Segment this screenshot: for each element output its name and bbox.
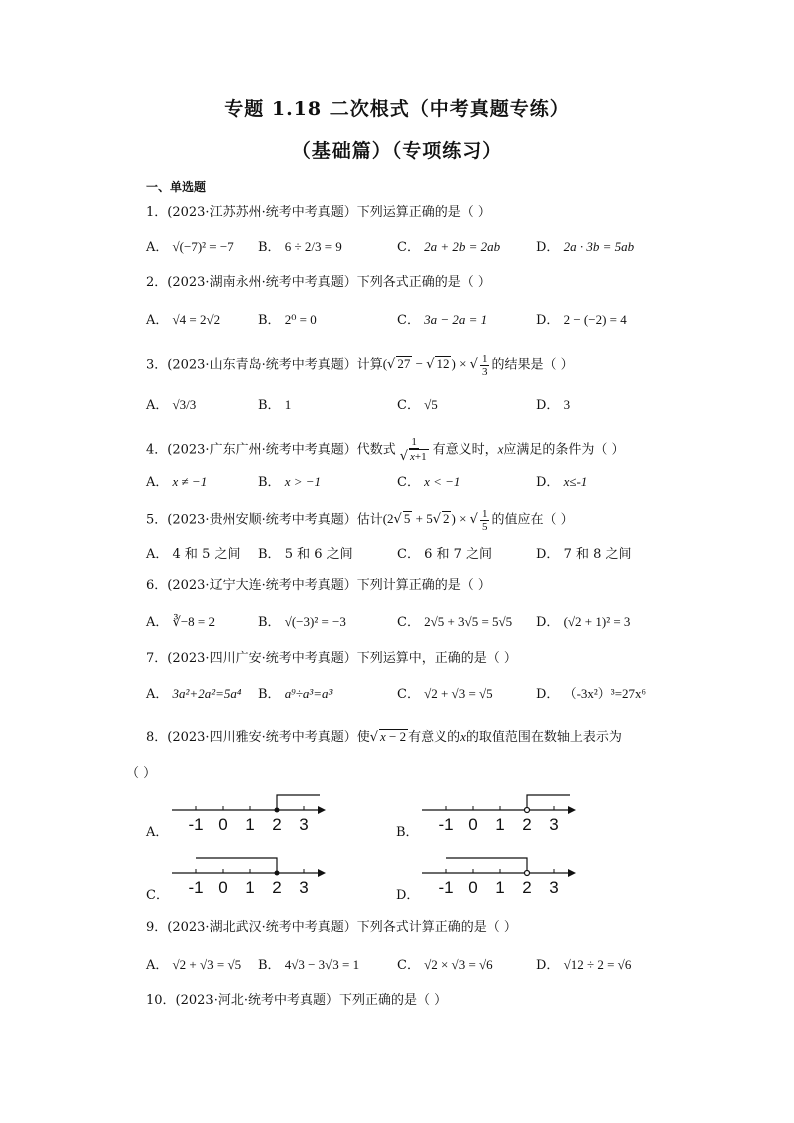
q1-option-a[interactable] bbox=[146, 238, 234, 257]
question-stem: (2023·湖北武汉·统考中考真题）下列各式计算正确的是（ ） bbox=[167, 920, 517, 935]
option-letter: D． bbox=[536, 547, 560, 562]
option-text: √2 + √3 = √5 bbox=[172, 957, 242, 972]
option-text: 2a + 2b = 2ab bbox=[424, 239, 501, 254]
option-letter: A． bbox=[146, 240, 169, 255]
q2-option-a[interactable] bbox=[146, 311, 220, 330]
option-letter: D． bbox=[536, 313, 560, 328]
operator: × bbox=[459, 356, 467, 372]
question-number: 8． bbox=[146, 730, 168, 745]
question-stem-end: 应满足的条件为（ ） bbox=[503, 442, 625, 458]
question-stem-mid: 有意义的 bbox=[408, 730, 461, 745]
question-8 bbox=[146, 728, 622, 747]
axis-tick-label: 0 bbox=[468, 878, 478, 897]
option-letter: B． bbox=[258, 398, 281, 413]
option-letter: C． bbox=[397, 547, 420, 562]
question-number: 5． bbox=[146, 512, 168, 528]
q8-option-c-numberline[interactable] bbox=[170, 853, 330, 903]
numerator: 1 bbox=[411, 436, 417, 448]
q6-option-a[interactable] bbox=[146, 613, 215, 632]
question-2 bbox=[146, 274, 491, 292]
q7-option-d[interactable] bbox=[536, 685, 646, 704]
option-text: √4 = 2√2 bbox=[172, 312, 221, 327]
expression: (2√ 5 + 5√ 2 ) × √ $\frac{1}{5}$ bbox=[382, 508, 488, 533]
option-text: x > −1 bbox=[284, 474, 322, 489]
q3-option-d[interactable] bbox=[536, 396, 570, 415]
axis-tick-label: 0 bbox=[218, 815, 228, 834]
option-text: 2√5 + 3√5 = 5√5 bbox=[424, 614, 513, 629]
q5-option-c[interactable] bbox=[397, 546, 492, 564]
question-stem: (2023·四川雅安·统考中考真题）使 bbox=[167, 730, 370, 745]
operator: − bbox=[415, 356, 423, 372]
option-text: √5 bbox=[424, 397, 438, 412]
option-text: 6 和 7 之间 bbox=[424, 547, 493, 562]
option-letter: A． bbox=[146, 313, 169, 328]
q9-option-c[interactable] bbox=[397, 956, 493, 975]
axis-tick-label: 3 bbox=[299, 815, 309, 834]
option-letter: A． bbox=[146, 958, 169, 973]
axis-tick-label: 3 bbox=[549, 878, 559, 897]
q5-option-a[interactable] bbox=[146, 546, 240, 564]
option-text: 2 − (−2) = 4 bbox=[563, 312, 627, 327]
option-text: √2 + √3 = √5 bbox=[424, 686, 493, 701]
denominator: 5 bbox=[481, 521, 488, 533]
q7-option-b[interactable] bbox=[258, 685, 332, 704]
fraction bbox=[480, 508, 490, 533]
option-letter: B． bbox=[258, 958, 281, 973]
question-stem-end: 的结果是（ ） bbox=[491, 357, 574, 373]
q4-option-b[interactable] bbox=[258, 473, 321, 492]
option-letter: D． bbox=[536, 615, 560, 630]
variable: x bbox=[460, 729, 466, 744]
q4-option-c[interactable] bbox=[397, 473, 460, 492]
question-7 bbox=[146, 650, 517, 668]
option-letter: C． bbox=[397, 398, 420, 413]
question-stem-mid: 有意义时， bbox=[432, 442, 498, 458]
question-number: 4． bbox=[146, 442, 168, 458]
question-stem: (2023·四川广安·统考中考真题）下列运算中，正确的是（ ） bbox=[167, 651, 517, 666]
axis-tick-label: 1 bbox=[245, 878, 255, 897]
option-text: 2⁰ = 0 bbox=[284, 312, 317, 327]
question-stem: (2023·河北·统考中考真题）下列正确的是（ ） bbox=[175, 993, 448, 1008]
option-letter: C． bbox=[397, 615, 420, 630]
option-letter: D． bbox=[536, 475, 560, 490]
option-text: 3 bbox=[563, 397, 571, 412]
axis-tick-label: 3 bbox=[549, 815, 559, 834]
radicand: 2 bbox=[442, 511, 450, 527]
question-number: 10． bbox=[146, 993, 176, 1008]
q8-option-a-label[interactable]: A． bbox=[146, 825, 169, 840]
question-number: 3． bbox=[146, 357, 168, 373]
option-letter: B． bbox=[258, 687, 281, 702]
question-3 bbox=[146, 353, 574, 378]
expression: √ x − 2 bbox=[369, 729, 407, 745]
q1-option-c[interactable] bbox=[397, 238, 500, 257]
q6-option-b[interactable] bbox=[258, 613, 346, 632]
option-text: 3a − 2a = 1 bbox=[424, 312, 488, 327]
axis-tick-label: 3 bbox=[299, 878, 309, 897]
operator: × bbox=[459, 511, 467, 527]
question-9 bbox=[146, 919, 517, 937]
option-text: 5 和 6 之间 bbox=[284, 547, 353, 562]
coefficient: 2 bbox=[387, 511, 394, 527]
axis-tick-label: 1 bbox=[495, 815, 505, 834]
option-letter: C． bbox=[397, 958, 420, 973]
option-text: √2 × √3 = √6 bbox=[424, 957, 493, 972]
option-text: 1 bbox=[284, 397, 292, 412]
axis-tick-label: 2 bbox=[272, 878, 282, 897]
option-letter: B． bbox=[258, 475, 281, 490]
q8-option-c-label[interactable]: C． bbox=[146, 888, 169, 903]
doc-title: 专题 1.18 二次根式（中考真题专练） bbox=[224, 98, 570, 120]
q3-option-a[interactable] bbox=[146, 396, 196, 415]
question-stem-end: 的值应在（ ） bbox=[491, 512, 574, 528]
q9-option-b[interactable] bbox=[258, 956, 359, 975]
question-stem: (2023·山东青岛·统考中考真题）计算 bbox=[167, 357, 383, 373]
q8-option-d-label[interactable]: D． bbox=[396, 888, 420, 903]
q2-option-d[interactable] bbox=[536, 311, 627, 330]
option-text: x < −1 bbox=[424, 474, 461, 489]
question-number: 9． bbox=[146, 920, 168, 935]
q6-option-c[interactable] bbox=[397, 613, 512, 632]
option-letter: A． bbox=[146, 615, 169, 630]
q8-option-a-numberline[interactable] bbox=[170, 790, 330, 840]
q7-option-a[interactable] bbox=[146, 685, 241, 704]
question-stem: (2023·贵州安顺·统考中考真题）估计 bbox=[167, 512, 383, 528]
option-text: 4 和 5 之间 bbox=[172, 547, 241, 562]
option-text: √3/3 bbox=[172, 397, 197, 412]
denominator: √ x+1 bbox=[399, 449, 427, 464]
option-letter: A． bbox=[146, 547, 169, 562]
variable: x bbox=[380, 729, 386, 744]
option-letter: B． bbox=[258, 615, 281, 630]
option-text: 2a · 3b = 5ab bbox=[563, 239, 635, 254]
constant: 1 bbox=[421, 451, 427, 463]
option-letter: D． bbox=[536, 240, 560, 255]
variable: x bbox=[410, 451, 415, 463]
question-stem: (2023·广东广州·统考中考真题）代数式 bbox=[167, 442, 396, 458]
question-8-bracket: （ ） bbox=[126, 766, 157, 781]
question-number: 2． bbox=[146, 275, 168, 290]
option-text: 6 ÷ 2/3 = 9 bbox=[284, 239, 342, 254]
q9-option-a[interactable] bbox=[146, 956, 241, 975]
option-text: √(−3)² = −3 bbox=[284, 614, 346, 629]
option-text: x≤-1 bbox=[563, 474, 588, 489]
option-letter: C． bbox=[397, 687, 420, 702]
question-stem: (2023·湖南永州·统考中考真题）下列各式正确的是（ ） bbox=[167, 275, 491, 290]
question-stem: (2023·江苏苏州·统考中考真题）下列运算正确的是（ ） bbox=[167, 205, 491, 220]
axis-tick-label: -1 bbox=[188, 878, 204, 897]
q3-option-c[interactable] bbox=[397, 396, 438, 415]
axis-tick-label: 0 bbox=[218, 878, 228, 897]
option-letter: D． bbox=[536, 398, 560, 413]
option-letter: B． bbox=[258, 547, 281, 562]
axis-tick-label: 1 bbox=[245, 815, 255, 834]
option-text: 7 和 8 之间 bbox=[563, 547, 632, 562]
question-1 bbox=[146, 204, 491, 222]
option-letter: A． bbox=[146, 398, 169, 413]
operator: − bbox=[389, 729, 397, 744]
q2-option-b[interactable] bbox=[258, 311, 317, 330]
option-text: （-3x²）³=27x⁶ bbox=[563, 686, 647, 701]
q8-option-b-label[interactable]: B． bbox=[396, 825, 419, 840]
option-text: x ≠ −1 bbox=[172, 474, 208, 489]
denominator: 3 bbox=[481, 366, 488, 378]
numerator: 1 bbox=[481, 508, 488, 520]
option-letter: A． bbox=[146, 687, 169, 702]
option-text: 3a²+2a²=5a⁴ bbox=[172, 686, 242, 701]
q4-option-a[interactable] bbox=[146, 473, 207, 492]
section-heading: 一、单选题 bbox=[146, 180, 207, 194]
option-letter: D． bbox=[536, 958, 560, 973]
numerator: 1 bbox=[481, 353, 488, 365]
option-text: √12 ÷ 2 = √6 bbox=[563, 957, 632, 972]
axis-tick-label: 1 bbox=[495, 878, 505, 897]
axis-tick-label: -1 bbox=[438, 815, 454, 834]
option-letter: C． bbox=[397, 313, 420, 328]
option-text: a⁹÷a³=a³ bbox=[284, 686, 333, 701]
question-stem: (2023·辽宁大连·统考中考真题）下列计算正确的是（ ） bbox=[167, 578, 491, 593]
fraction bbox=[480, 353, 490, 378]
coefficient: 5 bbox=[426, 511, 433, 527]
variable: x bbox=[497, 441, 504, 457]
q2-option-c[interactable] bbox=[397, 311, 487, 330]
q5-option-d[interactable] bbox=[536, 546, 632, 564]
q1-option-d[interactable] bbox=[536, 238, 634, 257]
expression: (√ 27 − √ 12 ) × √ $\frac{1}{3}$ bbox=[382, 353, 488, 378]
question-5 bbox=[146, 508, 574, 533]
radicand: 12 bbox=[436, 356, 450, 372]
option-letter: D． bbox=[536, 687, 560, 702]
q8-option-d-numberline[interactable] bbox=[420, 853, 580, 903]
q5-option-b[interactable] bbox=[258, 546, 353, 564]
fraction bbox=[398, 436, 431, 464]
question-number: 6． bbox=[146, 578, 168, 593]
question-10 bbox=[146, 992, 447, 1010]
axis-tick-label: 2 bbox=[522, 878, 532, 897]
axis-tick-label: 0 bbox=[468, 815, 478, 834]
question-4 bbox=[146, 436, 625, 464]
q9-option-d[interactable] bbox=[536, 956, 631, 975]
option-text: 4√3 − 3√3 = 1 bbox=[284, 957, 360, 972]
option-text: ∛−8 = 2 bbox=[172, 614, 215, 629]
option-text: (√2 + 1)² = 3 bbox=[563, 614, 631, 629]
q1-option-b[interactable] bbox=[258, 238, 342, 257]
axis-tick-label: 2 bbox=[522, 815, 532, 834]
axis-tick-label: -1 bbox=[438, 878, 454, 897]
q3-option-b[interactable] bbox=[258, 396, 291, 415]
doc-subtitle: （基础篇）（专项练习） bbox=[291, 140, 503, 162]
option-letter: C． bbox=[397, 475, 420, 490]
q7-option-c[interactable] bbox=[397, 685, 493, 704]
option-letter: B． bbox=[258, 313, 281, 328]
q4-option-d[interactable] bbox=[536, 473, 587, 492]
constant: 2 bbox=[399, 729, 407, 744]
axis-tick-label: -1 bbox=[188, 815, 204, 834]
option-letter: A． bbox=[146, 475, 169, 490]
q8-option-b-numberline[interactable] bbox=[420, 790, 580, 840]
q6-option-d[interactable] bbox=[536, 613, 630, 632]
operator: + bbox=[415, 511, 423, 527]
radicand: 5 bbox=[403, 511, 411, 527]
question-number: 7． bbox=[146, 651, 168, 666]
option-text: √(−7)² = −7 bbox=[172, 239, 234, 254]
question-6 bbox=[146, 577, 491, 595]
question-number: 1． bbox=[146, 205, 168, 220]
axis-tick-label: 2 bbox=[272, 815, 282, 834]
question-stem-end: 的取值范围在数轴上表示为 bbox=[465, 730, 622, 745]
radicand: 27 bbox=[397, 356, 411, 372]
option-letter: C． bbox=[397, 240, 420, 255]
option-letter: B． bbox=[258, 240, 281, 255]
